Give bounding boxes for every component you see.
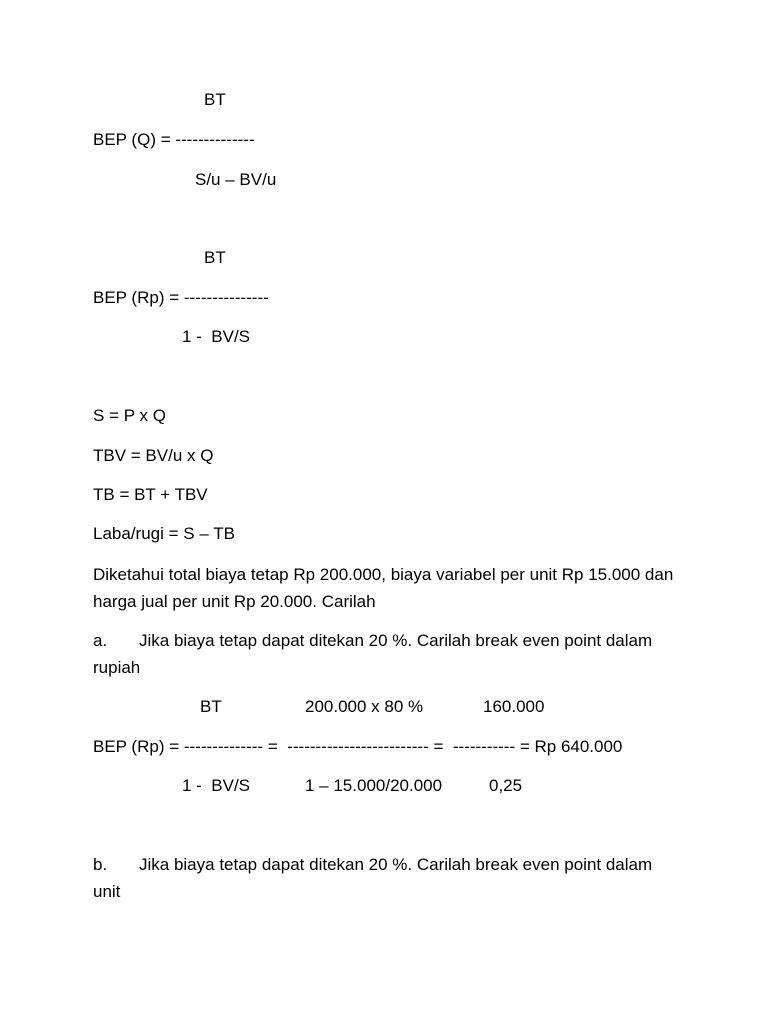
calc-a-numerator-3: 160.000 <box>483 697 545 716</box>
bep-q-numerator: BT <box>204 90 226 109</box>
equation-profit: Laba/rugi = S – TB <box>93 524 235 543</box>
calc-a-numerator-1: BT <box>200 697 222 716</box>
bep-q-denominator: S/u – BV/u <box>195 170 277 189</box>
question-b-marker: b. <box>93 855 108 874</box>
calc-a-denominator-1: 1 - BV/S <box>182 776 251 795</box>
question-b-text: Jika biaya tetap dapat ditekan 20 %. Carilah break even point dalam unit <box>93 855 653 901</box>
bep-rp-numerator: BT <box>204 248 226 267</box>
problem-statement: Diketahui total biaya tetap Rp 200.000, biaya variabel per unit Rp 15.000 dan harga jual per unit Rp 20.000. Carilah <box>93 565 674 611</box>
question-a-marker: a. <box>93 631 108 650</box>
question-b <box>93 851 683 905</box>
equation-tbv: TBV = BV/u x Q <box>93 446 214 465</box>
calc-a-denominator-2: 1 – 15.000/20.000 <box>305 776 443 795</box>
calc-a-line: BEP (Rp) = -------------- = ------------------------- = ----------- = Rp 640.000 <box>93 737 623 756</box>
calc-a-denominator-3: 0,25 <box>489 776 523 795</box>
bep-rp-line: BEP (Rp) = --------------- <box>93 288 269 307</box>
calc-a-numerator-2: 200.000 x 80 % <box>305 697 424 716</box>
equation-sales: S = P x Q <box>93 406 166 425</box>
question-a <box>93 627 683 681</box>
question-a-text: Jika biaya tetap dapat ditekan 20 %. Carilah break even point dalam rupiah <box>93 631 653 677</box>
bep-rp-denominator: 1 - BV/S <box>182 327 251 346</box>
equation-tb: TB = BT + TBV <box>93 485 208 504</box>
bep-q-line: BEP (Q) = -------------- <box>93 130 255 149</box>
